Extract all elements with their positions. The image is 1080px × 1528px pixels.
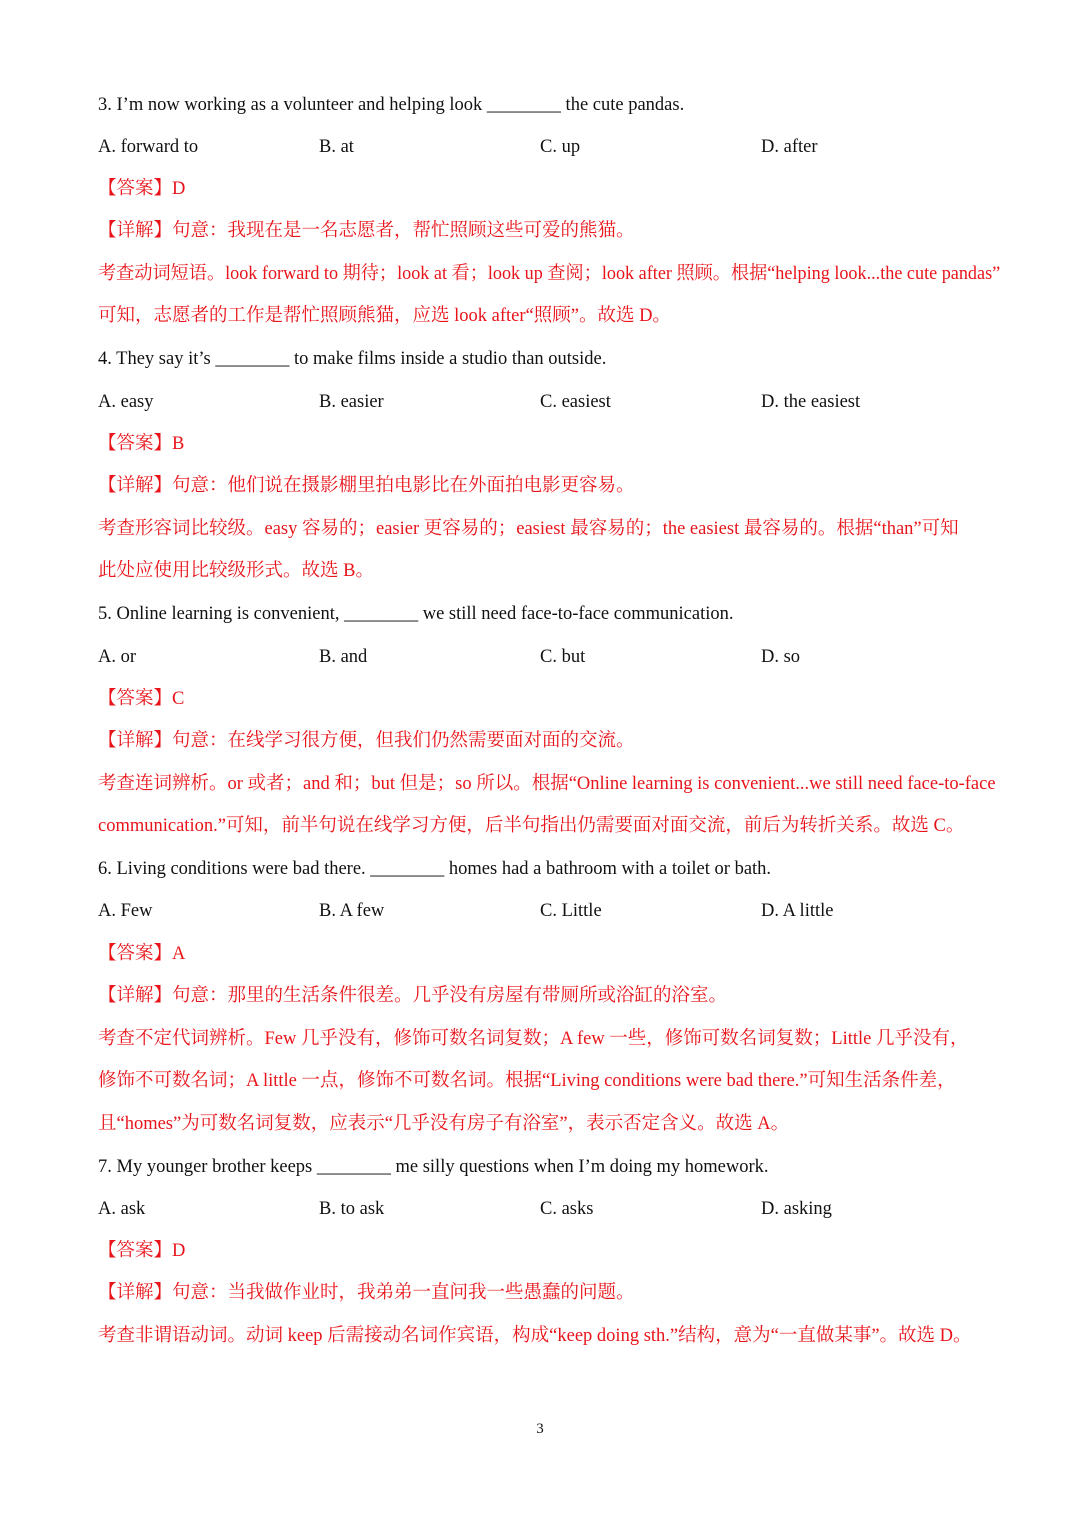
option-b: B. A few <box>319 901 385 921</box>
page-number: 3 <box>536 1421 544 1437</box>
option-d: D. after <box>761 137 818 157</box>
option-d: D. the easiest <box>761 392 861 412</box>
option-a: A. or <box>98 647 137 667</box>
option-a: A. forward to <box>98 137 199 157</box>
analysis-line: 考查不定代词辨析。Few 几乎没有，修饰可数名词复数；A few 一些，修饰可数名词复数；Little 几乎没有， <box>98 1029 969 1049</box>
option-c: C. easiest <box>540 392 611 412</box>
analysis-line: 考查形容词比较级。easy 容易的；easier 更容易的；easiest 最容易的；the easiest 最容易的。根据“than”可知 <box>98 519 959 539</box>
answer-line: 【答案】D <box>98 1241 186 1261</box>
translation-line: 【详解】句意：当我做作业时，我弟弟一直问我一些愚蠢的问题。 <box>98 1283 635 1303</box>
option-d: D. so <box>761 647 801 667</box>
option-b: B. to ask <box>319 1199 385 1219</box>
question-stem: 4. They say it’s ________ to make films inside a studio than outside. <box>98 349 607 369</box>
question-stem: 5. Online learning is convenient, ________ we still need face-to-face communication. <box>98 604 734 624</box>
analysis-line: 考查连词辨析。or 或者；and 和；but 但是；so 所以。根据“Online learning is convenient...we still need face-to-face <box>98 774 996 794</box>
question-stem: 7. My younger brother keeps ________ me silly questions when I’m doing my homework. <box>98 1157 769 1177</box>
translation-line: 【详解】句意：在线学习很方便，但我们仍然需要面对面的交流。 <box>98 731 635 751</box>
analysis-line: communication.”可知，前半句说在线学习方便，后半句指出仍需要面对面交流，前后为转折关系。故选 C。 <box>98 816 965 836</box>
answer-line: 【答案】C <box>98 689 185 709</box>
question-stem: 3. I’m now working as a volunteer and helping look ________ the cute pandas. <box>98 95 685 115</box>
answer-line: 【答案】D <box>98 179 186 199</box>
analysis-line: 考查非谓语动词。动词 keep 后需接动名词作宾语，构成“keep doing sth.”结构，意为“一直做某事”。故选 D。 <box>98 1326 972 1346</box>
option-a: A. easy <box>98 392 154 412</box>
translation-line: 【详解】句意：那里的生活条件很差。几乎没有房屋有带厕所或浴缸的浴室。 <box>98 986 728 1006</box>
answer-line: 【答案】A <box>98 944 186 964</box>
answer-line: 【答案】B <box>98 434 185 454</box>
option-d: D. asking <box>761 1199 832 1219</box>
option-b: B. easier <box>319 392 384 412</box>
option-c: C. up <box>540 137 581 157</box>
option-a: A. Few <box>98 901 153 921</box>
translation-line: 【详解】句意：我现在是一名志愿者，帮忙照顾这些可爱的熊猫。 <box>98 221 635 241</box>
option-a: A. ask <box>98 1199 146 1219</box>
analysis-line: 且“homes”为可数名词复数，应表示“几乎没有房子有浴室”，表示否定含义。故选 A。 <box>98 1114 790 1134</box>
option-c: C. Little <box>540 901 602 921</box>
translation-line: 【详解】句意：他们说在摄影棚里拍电影比在外面拍电影更容易。 <box>98 476 635 496</box>
option-d: D. A little <box>761 901 834 921</box>
analysis-line: 修饰不可数名词；A little 一点，修饰不可数名词。根据“Living conditions were bad there.”可知生活条件差， <box>98 1071 956 1091</box>
option-b: B. and <box>319 647 368 667</box>
question-stem: 6. Living conditions were bad there. ________ homes had a bathroom with a toilet or bath. <box>98 859 772 879</box>
analysis-line: 考查动词短语。look forward to 期待；look at 看；look up 查阅；look after 照顾。根据“helping look...the cute pandas” <box>98 264 1001 284</box>
option-c: C. asks <box>540 1199 594 1219</box>
option-b: B. at <box>319 137 354 157</box>
option-c: C. but <box>540 647 586 667</box>
analysis-line: 此处应使用比较级形式。故选 B。 <box>98 561 374 581</box>
analysis-line: 可知，志愿者的工作是帮忙照顾熊猫，应选 look after“照顾”。故选 D。 <box>98 306 671 326</box>
